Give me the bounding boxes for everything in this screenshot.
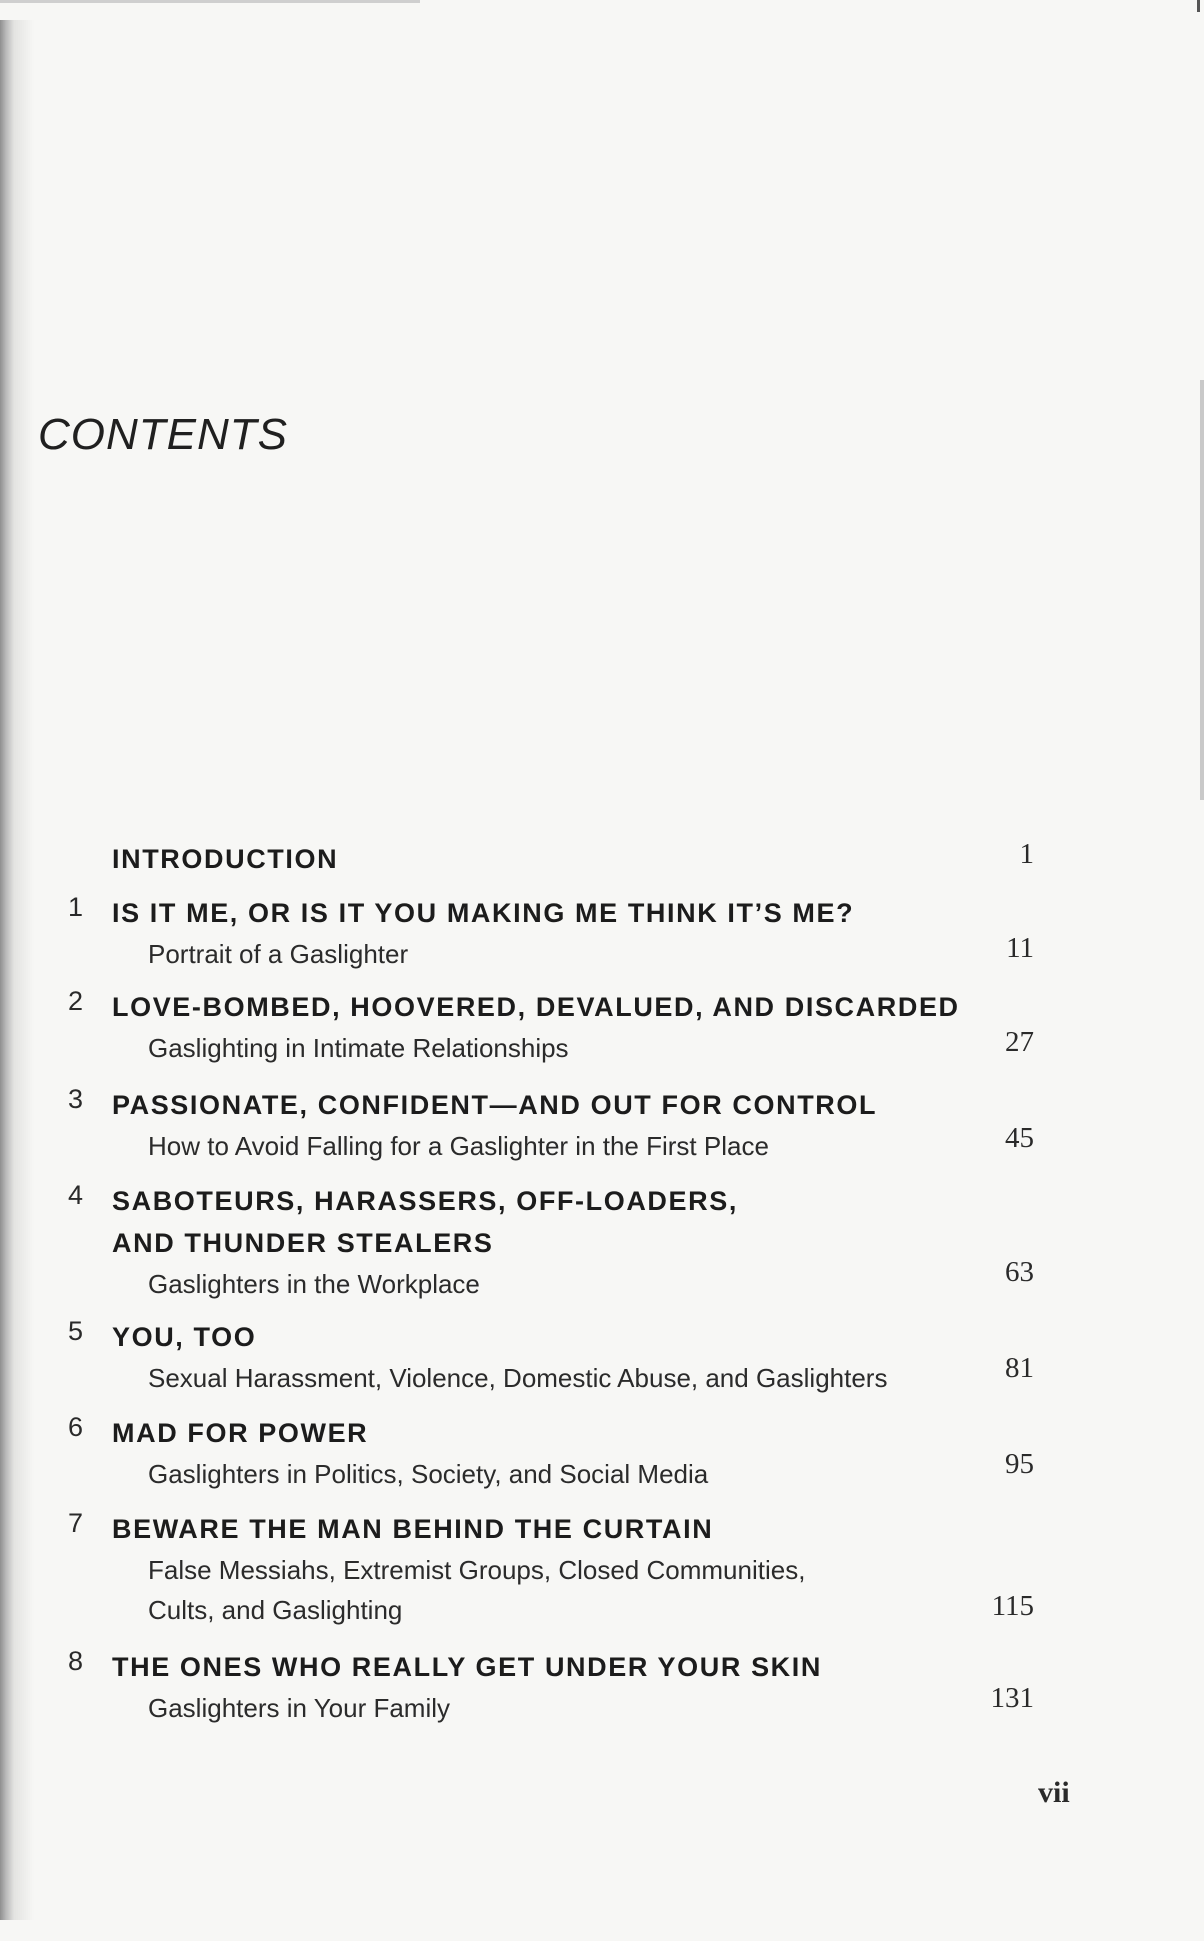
page-number: 27 [1005,1026,1034,1058]
chapter-title: PASSIONATE, CONFIDENT—AND OUT FOR CONTROL [112,1090,878,1120]
chapter-subtitle: Gaslighters in Politics, Society, and Social Media [148,1459,709,1489]
chapter-title-line-2: AND THUNDER STEALERS [112,1228,494,1258]
chapter-subtitle: Gaslighting in Intimate Relationships [148,1033,569,1063]
chapter-number: 4 [68,1180,84,1210]
chapter-subtitle-line-2: Cults, and Gaslighting [148,1595,403,1625]
chapter-number: 2 [68,986,84,1016]
chapter-number: 7 [68,1508,84,1538]
chapter-title: SABOTEURS, HARASSERS, OFF-LOADERS, [112,1186,738,1216]
page-gutter-shadow [0,20,34,1920]
page-title: CONTENTS [38,410,288,459]
chapter-number: 6 [68,1412,84,1442]
chapter-number: 8 [68,1646,84,1676]
chapter-title: IS IT ME, OR IS IT YOU MAKING ME THINK IT’S ME? [112,898,855,928]
page-number: 45 [1005,1122,1034,1154]
page-number: 63 [1005,1256,1034,1288]
chapter-title: INTRODUCTION [112,844,339,874]
page-number: 115 [991,1590,1034,1622]
chapter-number: 1 [68,892,84,922]
right-edge-shadow [1200,380,1204,800]
top-right-mark [1197,0,1200,12]
chapter-title: BEWARE THE MAN BEHIND THE CURTAIN [112,1514,714,1544]
chapter-number: 5 [68,1316,84,1346]
chapter-title: THE ONES WHO REALLY GET UNDER YOUR SKIN [112,1652,822,1682]
chapter-subtitle: Gaslighters in Your Family [148,1693,451,1723]
page-number: 1 [1019,838,1034,870]
chapter-number: 3 [68,1084,84,1114]
chapter-subtitle: Portrait of a Gaslighter [148,939,409,969]
top-edge-line [0,0,420,3]
chapter-subtitle: How to Avoid Falling for a Gaslighter in the First Place [148,1131,769,1161]
chapter-title: MAD FOR POWER [112,1418,369,1448]
chapter-subtitle: Gaslighters in the Workplace [148,1269,480,1299]
chapter-subtitle: Sexual Harassment, Violence, Domestic Abuse, and Gaslighters [148,1363,888,1393]
page-number: 95 [1005,1448,1034,1480]
chapter-subtitle: False Messiahs, Extremist Groups, Closed Communities, [148,1555,806,1585]
page-number: 131 [990,1682,1034,1714]
page-number: 81 [1005,1352,1034,1384]
chapter-title: LOVE-BOMBED, HOOVERED, DEVALUED, AND DISCARDED [112,992,960,1022]
chapter-title: YOU, TOO [112,1322,257,1352]
folio-page-number: vii [1038,1776,1070,1809]
page-number: 11 [1006,932,1034,964]
